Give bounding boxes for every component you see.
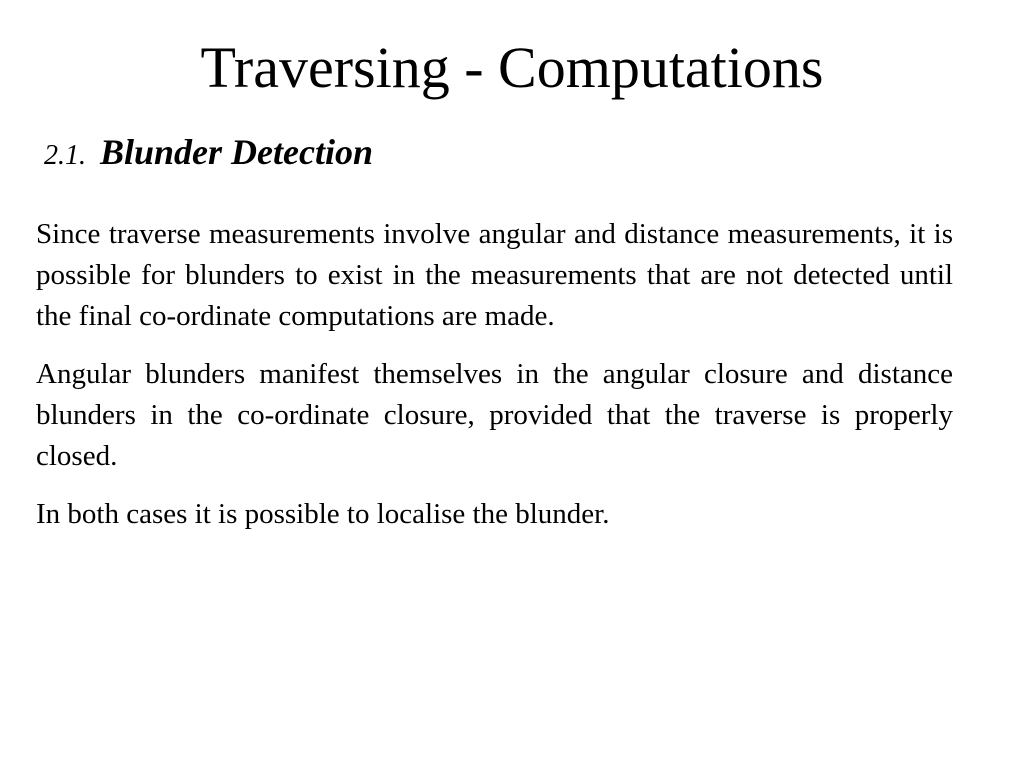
section-title: Blunder Detection	[100, 132, 374, 172]
section-number: 2.1.	[44, 140, 86, 171]
slide-title: Traversing - Computations	[200, 35, 824, 100]
body-paragraph: Since traverse measurements involve angular and distance measurements, it is possible for blunders to exist in the measurements that are not detected until the final co-ordinate computations are made.	[36, 218, 953, 332]
section-heading	[44, 128, 373, 180]
body-paragraph: In both cases it is possible to localise the blunder.	[36, 498, 610, 530]
body-paragraph: Angular blunders manifest themselves in the angular closure and distance blunders in the co-ordinate closure, provided that the traverse is properly closed.	[36, 358, 953, 472]
slide-body	[36, 214, 953, 552]
